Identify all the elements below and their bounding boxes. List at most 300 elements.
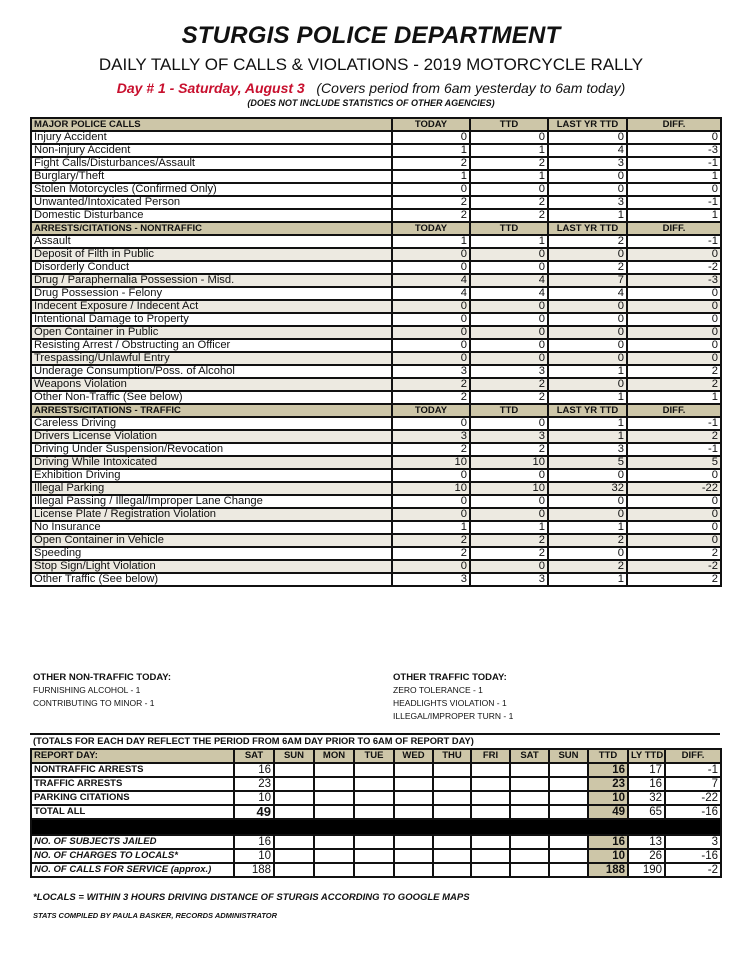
day-header: SAT bbox=[234, 749, 274, 763]
ttd-value: 10 bbox=[588, 849, 628, 863]
today-value: 0 bbox=[392, 339, 470, 352]
other-traffic-title: OTHER TRAFFIC TODAY: bbox=[393, 672, 507, 683]
last-yr-ttd-value: 0 bbox=[548, 131, 627, 144]
ttd-value: 0 bbox=[470, 248, 548, 261]
row-label: Drug Possession - Felony bbox=[31, 287, 392, 300]
divider bbox=[30, 733, 720, 735]
day-value bbox=[394, 863, 433, 877]
last-yr-ttd-value: 0 bbox=[548, 313, 627, 326]
diff-value: 0 bbox=[627, 287, 721, 300]
column-header: TTD bbox=[470, 404, 548, 417]
ttd-value: 3 bbox=[470, 365, 548, 378]
ttd-value: 0 bbox=[470, 417, 548, 430]
today-value: 1 bbox=[392, 235, 470, 248]
table-row bbox=[31, 131, 721, 144]
other-nontraffic-item: FURNISHING ALCOHOL - 1 bbox=[33, 685, 141, 695]
day-value bbox=[510, 863, 549, 877]
table-row bbox=[31, 326, 721, 339]
other-nontraffic-title: OTHER NON-TRAFFIC TODAY: bbox=[33, 672, 172, 683]
last-yr-ttd-value: 5 bbox=[548, 456, 627, 469]
last-yr-ttd-value: 0 bbox=[548, 378, 627, 391]
row-label: Exhibition Driving bbox=[31, 469, 392, 482]
day-value bbox=[354, 835, 394, 849]
ly-ttd-value: 16 bbox=[628, 777, 665, 791]
diff-value: 0 bbox=[627, 495, 721, 508]
day-value bbox=[471, 835, 510, 849]
ttd-value: 1 bbox=[470, 235, 548, 248]
diff-value: -2 bbox=[665, 863, 721, 877]
covers-period: (Covers period from 6am yesterday to 6am today) bbox=[316, 80, 626, 96]
row-label: Illegal Parking bbox=[31, 482, 392, 495]
ttd-value: 2 bbox=[470, 157, 548, 170]
diff-value: -1 bbox=[665, 763, 721, 777]
day-value bbox=[314, 849, 354, 863]
table-row bbox=[31, 313, 721, 326]
diff-value: -22 bbox=[665, 791, 721, 805]
other-traffic-item: ZERO TOLERANCE - 1 bbox=[393, 685, 483, 695]
table-row bbox=[31, 573, 721, 586]
day-value bbox=[471, 863, 510, 877]
other-traffic-item: HEADLIGHTS VIOLATION - 1 bbox=[393, 698, 507, 708]
column-header: LAST YR TTD bbox=[548, 404, 627, 417]
ttd-value: 0 bbox=[470, 352, 548, 365]
last-yr-ttd-value: 1 bbox=[548, 391, 627, 404]
today-value: 3 bbox=[392, 573, 470, 586]
day-value bbox=[433, 777, 471, 791]
last-yr-ttd-value: 0 bbox=[548, 326, 627, 339]
diff-value: 2 bbox=[627, 430, 721, 443]
day-value bbox=[549, 777, 588, 791]
last-yr-ttd-value: 0 bbox=[548, 183, 627, 196]
day-value bbox=[510, 763, 549, 777]
row-label: Non-injury Accident bbox=[31, 144, 392, 157]
row-label: Drivers License Violation bbox=[31, 430, 392, 443]
row-label: Disorderly Conduct bbox=[31, 261, 392, 274]
other-traffic bbox=[393, 671, 513, 723]
ttd-value: 10 bbox=[470, 482, 548, 495]
last-yr-ttd-value: 0 bbox=[548, 508, 627, 521]
day-value bbox=[549, 849, 588, 863]
day-value bbox=[314, 835, 354, 849]
ttd-value: 0 bbox=[470, 300, 548, 313]
row-label: Weapons Violation bbox=[31, 378, 392, 391]
today-value: 3 bbox=[392, 430, 470, 443]
last-yr-ttd-value: 3 bbox=[548, 443, 627, 456]
day-header: THU bbox=[433, 749, 471, 763]
ttd-value: 16 bbox=[588, 835, 628, 849]
day-header: MON bbox=[314, 749, 354, 763]
day-value bbox=[433, 863, 471, 877]
table-row bbox=[31, 248, 721, 261]
day-value bbox=[549, 805, 588, 819]
report-day-label: REPORT DAY: bbox=[31, 749, 234, 763]
day-value bbox=[510, 805, 549, 819]
day-value bbox=[354, 849, 394, 863]
totals-row-label: TRAFFIC ARRESTS bbox=[31, 777, 234, 791]
day-value: 23 bbox=[234, 777, 274, 791]
day-value: 10 bbox=[234, 849, 274, 863]
last-yr-ttd-value: 2 bbox=[548, 534, 627, 547]
today-value: 0 bbox=[392, 560, 470, 573]
diff-value: 1 bbox=[627, 209, 721, 222]
row-label: Deposit of Filth in Public bbox=[31, 248, 392, 261]
today-value: 0 bbox=[392, 352, 470, 365]
day-value: 188 bbox=[234, 863, 274, 877]
day-value bbox=[510, 835, 549, 849]
diff-value: -1 bbox=[627, 443, 721, 456]
today-value: 0 bbox=[392, 469, 470, 482]
ttd-value: 3 bbox=[470, 573, 548, 586]
today-value: 4 bbox=[392, 287, 470, 300]
diff-value: 0 bbox=[627, 352, 721, 365]
table-row bbox=[31, 456, 721, 469]
day-value bbox=[314, 763, 354, 777]
table-row bbox=[31, 560, 721, 573]
totals-note: (TOTALS FOR EACH DAY REFLECT THE PERIOD FROM 6AM DAY PRIOR TO 6AM OF REPORT DAY) bbox=[33, 736, 474, 746]
day-value bbox=[433, 805, 471, 819]
column-header: TTD bbox=[470, 222, 548, 235]
ly-ttd-header: LY TTD bbox=[628, 749, 665, 763]
diff-value: 0 bbox=[627, 534, 721, 547]
diff-value: -1 bbox=[627, 157, 721, 170]
day-value bbox=[274, 805, 314, 819]
day-value bbox=[471, 777, 510, 791]
separator-band bbox=[31, 819, 721, 835]
diff-value: 0 bbox=[627, 508, 721, 521]
day-header: SUN bbox=[549, 749, 588, 763]
ly-ttd-value: 13 bbox=[628, 835, 665, 849]
last-yr-ttd-value: 0 bbox=[548, 339, 627, 352]
table-row bbox=[31, 391, 721, 404]
diff-value: 1 bbox=[627, 391, 721, 404]
today-value: 0 bbox=[392, 313, 470, 326]
day-value: 10 bbox=[234, 791, 274, 805]
last-yr-ttd-value: 3 bbox=[548, 196, 627, 209]
ttd-value: 188 bbox=[588, 863, 628, 877]
section-header bbox=[31, 404, 721, 417]
section-title: ARRESTS/CITATIONS - TRAFFIC bbox=[31, 404, 392, 417]
table-row bbox=[31, 196, 721, 209]
diff-value: -1 bbox=[627, 196, 721, 209]
day-value bbox=[549, 863, 588, 877]
table-row bbox=[31, 300, 721, 313]
day-value bbox=[314, 805, 354, 819]
day-value bbox=[471, 763, 510, 777]
day-value bbox=[433, 849, 471, 863]
column-header: TTD bbox=[470, 118, 548, 131]
last-yr-ttd-value: 1 bbox=[548, 209, 627, 222]
ly-ttd-value: 190 bbox=[628, 863, 665, 877]
day-header: SUN bbox=[274, 749, 314, 763]
other-nontraffic-item: CONTRIBUTING TO MINOR - 1 bbox=[33, 698, 155, 708]
row-label: Burglary/Theft bbox=[31, 170, 392, 183]
diff-value: 0 bbox=[627, 248, 721, 261]
day-value bbox=[510, 849, 549, 863]
day-value bbox=[274, 777, 314, 791]
today-value: 2 bbox=[392, 534, 470, 547]
totals-row-label: NO. OF SUBJECTS JAILED bbox=[31, 835, 234, 849]
today-value: 2 bbox=[392, 157, 470, 170]
ttd-value: 2 bbox=[470, 547, 548, 560]
diff-value: 0 bbox=[627, 131, 721, 144]
column-header: DIFF. bbox=[627, 404, 721, 417]
row-label: Stop Sign/Light Violation bbox=[31, 560, 392, 573]
today-value: 0 bbox=[392, 131, 470, 144]
diff-value: 0 bbox=[627, 326, 721, 339]
totals-row-label: NO. OF CALLS FOR SERVICE (approx.) bbox=[31, 863, 234, 877]
totals-row-label: TOTAL ALL bbox=[31, 805, 234, 819]
day-value bbox=[354, 763, 394, 777]
today-value: 2 bbox=[392, 378, 470, 391]
last-yr-ttd-value: 1 bbox=[548, 573, 627, 586]
diff-value: -1 bbox=[627, 417, 721, 430]
totals-row bbox=[31, 791, 721, 805]
last-yr-ttd-value: 1 bbox=[548, 521, 627, 534]
totals-row bbox=[31, 777, 721, 791]
day-value bbox=[314, 791, 354, 805]
day-value bbox=[549, 791, 588, 805]
today-value: 10 bbox=[392, 456, 470, 469]
totals-row bbox=[31, 763, 721, 777]
today-value: 4 bbox=[392, 274, 470, 287]
day-value: 16 bbox=[234, 835, 274, 849]
day-value bbox=[549, 763, 588, 777]
day-value bbox=[274, 863, 314, 877]
today-value: 1 bbox=[392, 521, 470, 534]
today-value: 1 bbox=[392, 144, 470, 157]
ttd-header: TTD bbox=[588, 749, 628, 763]
ttd-value: 10 bbox=[588, 791, 628, 805]
column-header: LAST YR TTD bbox=[548, 222, 627, 235]
ttd-value: 2 bbox=[470, 443, 548, 456]
ttd-value: 2 bbox=[470, 196, 548, 209]
ttd-value: 2 bbox=[470, 534, 548, 547]
last-yr-ttd-value: 2 bbox=[548, 235, 627, 248]
day-value bbox=[394, 805, 433, 819]
row-label: License Plate / Registration Violation bbox=[31, 508, 392, 521]
totals-row bbox=[31, 805, 721, 819]
ttd-value: 2 bbox=[470, 391, 548, 404]
day-header: TUE bbox=[354, 749, 394, 763]
row-label: Illegal Passing / Illegal/Improper Lane Change bbox=[31, 495, 392, 508]
other-nontraffic bbox=[33, 671, 171, 710]
day-value bbox=[510, 791, 549, 805]
day-value bbox=[274, 835, 314, 849]
diff-value: -1 bbox=[627, 235, 721, 248]
table-row bbox=[31, 157, 721, 170]
diff-value: -22 bbox=[627, 482, 721, 495]
today-value: 2 bbox=[392, 391, 470, 404]
diff-value: 5 bbox=[627, 456, 721, 469]
diff-value: 2 bbox=[627, 378, 721, 391]
last-yr-ttd-value: 3 bbox=[548, 157, 627, 170]
day-value bbox=[354, 791, 394, 805]
row-label: Speeding bbox=[31, 547, 392, 560]
day-value bbox=[314, 777, 354, 791]
day-label: Day # 1 - Saturday, August 3 bbox=[116, 80, 305, 96]
ttd-value: 2 bbox=[470, 378, 548, 391]
diff-value: -3 bbox=[627, 274, 721, 287]
today-value: 0 bbox=[392, 417, 470, 430]
row-label: Stolen Motorcycles (Confirmed Only) bbox=[31, 183, 392, 196]
column-header: TODAY bbox=[392, 222, 470, 235]
table-row bbox=[31, 469, 721, 482]
table-row bbox=[31, 495, 721, 508]
row-label: Indecent Exposure / Indecent Act bbox=[31, 300, 392, 313]
diff-value: 0 bbox=[627, 469, 721, 482]
ly-ttd-value: 17 bbox=[628, 763, 665, 777]
totals-row-label: NO. OF CHARGES TO LOCALS* bbox=[31, 849, 234, 863]
ly-ttd-value: 26 bbox=[628, 849, 665, 863]
day-value bbox=[394, 835, 433, 849]
today-value: 0 bbox=[392, 261, 470, 274]
last-yr-ttd-value: 1 bbox=[548, 365, 627, 378]
locals-note: *LOCALS = WITHIN 3 HOURS DRIVING DISTANCE OF STURGIS ACCORDING TO GOOGLE MAPS bbox=[33, 892, 470, 903]
row-label: Trespassing/Unlawful Entry bbox=[31, 352, 392, 365]
day-value bbox=[314, 863, 354, 877]
tally-table bbox=[30, 117, 722, 587]
totals-table bbox=[30, 748, 722, 878]
day-value bbox=[510, 777, 549, 791]
row-label: Domestic Disturbance bbox=[31, 209, 392, 222]
today-value: 2 bbox=[392, 209, 470, 222]
row-label: Other Non-Traffic (See below) bbox=[31, 391, 392, 404]
diff-value: 0 bbox=[627, 300, 721, 313]
day-header: WED bbox=[394, 749, 433, 763]
day-value bbox=[274, 849, 314, 863]
table-row bbox=[31, 235, 721, 248]
last-yr-ttd-value: 0 bbox=[548, 170, 627, 183]
ttd-value: 0 bbox=[470, 261, 548, 274]
column-header: DIFF. bbox=[627, 118, 721, 131]
day-value bbox=[394, 763, 433, 777]
ttd-value: 0 bbox=[470, 326, 548, 339]
ttd-value: 4 bbox=[470, 287, 548, 300]
today-value: 0 bbox=[392, 495, 470, 508]
table-row bbox=[31, 274, 721, 287]
table-row bbox=[31, 287, 721, 300]
last-yr-ttd-value: 0 bbox=[548, 248, 627, 261]
last-yr-ttd-value: 1 bbox=[548, 430, 627, 443]
page-subtitle: DAILY TALLY OF CALLS & VIOLATIONS - 2019 MOTORCYCLE RALLY bbox=[98, 55, 644, 74]
today-value: 0 bbox=[392, 326, 470, 339]
table-row bbox=[31, 443, 721, 456]
diff-value: -3 bbox=[627, 144, 721, 157]
table-row bbox=[31, 547, 721, 560]
table-row bbox=[31, 534, 721, 547]
section-header bbox=[31, 222, 721, 235]
ttd-value: 4 bbox=[470, 274, 548, 287]
totals-row-label: PARKING CITATIONS bbox=[31, 791, 234, 805]
last-yr-ttd-value: 1 bbox=[548, 417, 627, 430]
diff-header: DIFF. bbox=[665, 749, 721, 763]
ttd-value: 0 bbox=[470, 313, 548, 326]
row-label: Fight Calls/Disturbances/Assault bbox=[31, 157, 392, 170]
ttd-value: 0 bbox=[470, 339, 548, 352]
today-value: 0 bbox=[392, 300, 470, 313]
table-row bbox=[31, 417, 721, 430]
totals-row bbox=[31, 849, 721, 863]
row-label: Other Traffic (See below) bbox=[31, 573, 392, 586]
row-label: Drug / Paraphernalia Possession - Misd. bbox=[31, 274, 392, 287]
other-traffic-item: ILLEGAL/IMPROPER TURN - 1 bbox=[393, 711, 514, 721]
ly-ttd-value: 65 bbox=[628, 805, 665, 819]
last-yr-ttd-value: 0 bbox=[548, 547, 627, 560]
day-value bbox=[433, 763, 471, 777]
day-value: 49 bbox=[234, 805, 274, 819]
ttd-value: 49 bbox=[588, 805, 628, 819]
day-value bbox=[354, 805, 394, 819]
row-label: Injury Accident bbox=[31, 131, 392, 144]
day-value bbox=[394, 849, 433, 863]
today-value: 0 bbox=[392, 508, 470, 521]
last-yr-ttd-value: 0 bbox=[548, 352, 627, 365]
black-band bbox=[31, 819, 721, 835]
day-value bbox=[433, 791, 471, 805]
column-header: DIFF. bbox=[627, 222, 721, 235]
day-value bbox=[471, 805, 510, 819]
day-header: FRI bbox=[471, 749, 510, 763]
diff-value: -16 bbox=[665, 849, 721, 863]
ttd-value: 23 bbox=[588, 777, 628, 791]
today-value: 2 bbox=[392, 443, 470, 456]
diff-value: 0 bbox=[627, 313, 721, 326]
row-label: Open Container in Public bbox=[31, 326, 392, 339]
day-value bbox=[471, 791, 510, 805]
row-label: Assault bbox=[31, 235, 392, 248]
last-yr-ttd-value: 7 bbox=[548, 274, 627, 287]
row-label: Careless Driving bbox=[31, 417, 392, 430]
ttd-value: 16 bbox=[588, 763, 628, 777]
totals-row bbox=[31, 863, 721, 877]
compiled-by: STATS COMPILED BY PAULA BASKER, RECORDS ADMINISTRATOR bbox=[33, 911, 278, 920]
ttd-value: 0 bbox=[470, 469, 548, 482]
diff-value: -2 bbox=[627, 560, 721, 573]
ttd-value: 0 bbox=[470, 508, 548, 521]
totals-row-label: NONTRAFFIC ARRESTS bbox=[31, 763, 234, 777]
table-row bbox=[31, 261, 721, 274]
table-row bbox=[31, 521, 721, 534]
day-value bbox=[274, 763, 314, 777]
ly-ttd-value: 32 bbox=[628, 791, 665, 805]
day-value bbox=[471, 849, 510, 863]
row-label: Driving While Intoxicated bbox=[31, 456, 392, 469]
day-line bbox=[0, 80, 742, 96]
section-title: ARRESTS/CITATIONS - NONTRAFFIC bbox=[31, 222, 392, 235]
row-label: No Insurance bbox=[31, 521, 392, 534]
diff-value: -16 bbox=[665, 805, 721, 819]
table-row bbox=[31, 378, 721, 391]
day-value bbox=[433, 835, 471, 849]
ttd-value: 1 bbox=[470, 521, 548, 534]
column-header: LAST YR TTD bbox=[548, 118, 627, 131]
today-value: 10 bbox=[392, 482, 470, 495]
row-label: Resisting Arrest / Obstructing an Officer bbox=[31, 339, 392, 352]
diff-value: 3 bbox=[665, 835, 721, 849]
day-value bbox=[394, 791, 433, 805]
ttd-value: 3 bbox=[470, 430, 548, 443]
ttd-value: 0 bbox=[470, 131, 548, 144]
day-value bbox=[354, 777, 394, 791]
today-value: 2 bbox=[392, 196, 470, 209]
today-value: 0 bbox=[392, 248, 470, 261]
table-row bbox=[31, 430, 721, 443]
day-value bbox=[274, 791, 314, 805]
ttd-value: 1 bbox=[470, 144, 548, 157]
today-value: 0 bbox=[392, 183, 470, 196]
last-yr-ttd-value: 0 bbox=[548, 469, 627, 482]
section-header bbox=[31, 118, 721, 131]
